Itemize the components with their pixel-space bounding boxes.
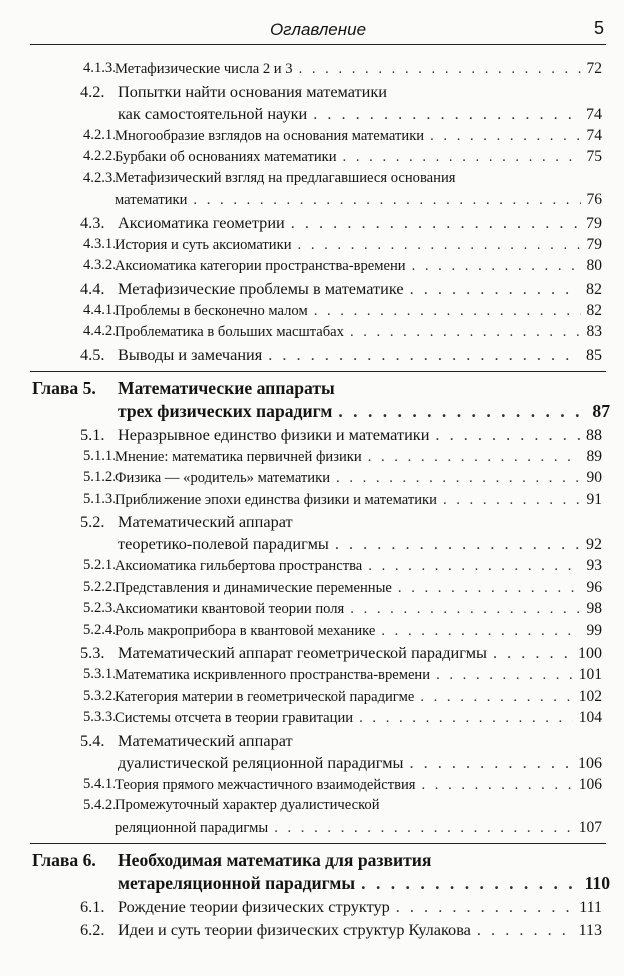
dot-leader <box>268 344 580 366</box>
toc-entry-title: Системы отсчета в теории гравитации <box>115 710 354 726</box>
toc-entry-title: Математический аппарат <box>118 512 293 531</box>
toc-entry-number: 5.3.3. <box>83 709 116 725</box>
toc-page-number: 75 <box>586 148 602 165</box>
dot-leader <box>350 599 580 621</box>
toc-page-number: 107 <box>578 818 602 836</box>
toc-entry-number: 5.2. <box>80 512 105 531</box>
toc-page-number: 79 <box>586 235 602 253</box>
dot-leader <box>350 322 581 344</box>
toc-subsection[interactable] <box>83 664 602 687</box>
toc-subsection[interactable] <box>83 168 602 212</box>
page-number: 5 <box>593 18 604 38</box>
toc-entry-number: 5.4.2. <box>83 797 116 813</box>
chapter-separator <box>30 371 606 372</box>
toc-section[interactable] <box>80 511 602 556</box>
toc-entry-title: Математический аппарат <box>118 730 293 750</box>
toc-page-number: 91 <box>586 490 602 508</box>
toc-entry-title: реляционной парадигмы <box>115 819 269 836</box>
toc-page-number: 89 <box>586 447 602 465</box>
toc-entry-title: Аксиоматики квантовой теории поля <box>115 601 345 617</box>
toc-entry-number: 4.2.3. <box>83 169 116 186</box>
toc-subsection[interactable] <box>83 774 602 797</box>
dot-leader <box>298 235 581 257</box>
dot-leader <box>299 59 581 81</box>
toc-section[interactable] <box>80 919 602 942</box>
toc-entry-number: 5.4.1. <box>83 775 116 792</box>
toc-subsection[interactable] <box>83 300 602 323</box>
toc-entry-number: Глава 5. <box>32 377 96 398</box>
toc-entry-title: История и суть аксиоматики <box>115 236 292 253</box>
toc-entry-title: Бурбаки об основаниях математики <box>115 149 337 165</box>
dot-leader <box>398 578 581 600</box>
toc-entry-number: 5.2.4. <box>83 621 116 638</box>
toc-page-number: 82 <box>586 280 602 298</box>
dot-leader <box>410 278 580 300</box>
dot-leader <box>361 872 578 895</box>
toc-entry-title: Необходимая математика для развития <box>118 850 432 870</box>
dot-leader <box>291 212 580 234</box>
toc-page-number: 72 <box>586 60 602 77</box>
toc-entry-title: Аксиоматика гильбертова пространства <box>115 558 363 574</box>
dot-leader <box>193 190 580 212</box>
toc-entry-number: 4.1.3. <box>83 60 116 76</box>
toc-entry-number: 5.1.1. <box>83 447 116 464</box>
toc-entry-number: 5.2.3. <box>83 600 116 616</box>
toc-entry-title: Проблемы в бесконечно малом <box>115 302 308 319</box>
toc-entry-title: Метафизические проблемы в математике <box>118 278 404 298</box>
dot-leader <box>359 708 573 730</box>
toc-entry-number: 5.3.1. <box>83 666 116 682</box>
toc-entry-title: Физика — «родитель» математики <box>115 470 331 486</box>
toc-chapter[interactable] <box>32 849 610 895</box>
toc-page-number: 110 <box>584 873 610 893</box>
toc-entry-title: Аксиоматика категории пространства-времени <box>115 258 406 274</box>
toc-page-number: 79 <box>586 214 602 232</box>
toc-subsection[interactable] <box>83 686 602 709</box>
toc-entry-number: 4.4. <box>80 278 105 298</box>
toc-page-number: 87 <box>592 400 610 421</box>
toc-page-number: 101 <box>578 666 602 683</box>
toc-page-number: 102 <box>578 687 602 705</box>
toc-entry-title: Теория прямого межчастичного взаимодействия <box>115 776 416 793</box>
toc-entry-title: Математические аппараты <box>118 377 335 398</box>
toc-subsection[interactable] <box>83 125 602 148</box>
toc-entry-title: Аксиоматика геометрии <box>118 212 285 232</box>
toc-subsection[interactable] <box>83 577 602 600</box>
toc-subsection[interactable] <box>83 146 602 169</box>
toc-entry-number: 5.2.2. <box>83 578 116 595</box>
toc-page-number: 85 <box>586 346 602 364</box>
toc-entry-title: Неразрывное единство физики и математики <box>118 424 430 444</box>
toc-entry-title: Категория материи в геометрической парадигме <box>115 688 415 705</box>
toc-entry-number: Глава 6. <box>32 850 96 870</box>
dot-leader <box>343 147 581 169</box>
toc-entry-title: дуалистической реляционной парадигмы <box>118 752 404 772</box>
toc-subsection[interactable] <box>83 321 602 344</box>
toc-section[interactable] <box>80 642 602 665</box>
toc-subsection[interactable] <box>83 58 602 81</box>
toc-entry-number: 5.4. <box>80 730 105 750</box>
dot-leader <box>430 126 580 148</box>
dot-leader <box>493 642 572 664</box>
dot-leader <box>420 687 572 709</box>
toc-entry-title: Метафизический взгляд на предлагавшиеся основания <box>115 169 456 186</box>
toc-section[interactable] <box>80 424 602 447</box>
toc-subsection[interactable] <box>83 467 602 490</box>
toc-entry-title: Рождение теории физических структур <box>118 897 390 916</box>
toc-page-number: 74 <box>586 126 602 144</box>
toc-page-number: 98 <box>586 600 602 617</box>
toc-subsection[interactable] <box>83 489 602 512</box>
toc-entry-title: Попытки найти основания математики <box>118 81 388 101</box>
toc-entry-title: Математический аппарат геометрической парадигмы <box>118 643 487 662</box>
toc-entry-number: 4.2.1. <box>83 126 116 143</box>
toc-entry-number: 5.1.3. <box>83 490 116 507</box>
toc-entry-number: 5.2.1. <box>83 557 116 573</box>
dot-leader <box>274 818 573 840</box>
toc-entry-number: 5.3. <box>80 643 105 662</box>
toc-entry-title: Проблематика в больших масштабах <box>115 324 344 340</box>
toc-page-number: 96 <box>586 578 602 596</box>
toc-page-number: 92 <box>586 536 602 553</box>
toc-page-number: 106 <box>578 775 602 793</box>
toc-entry-number: 4.4.2. <box>83 323 116 339</box>
dot-leader <box>313 103 580 125</box>
toc-entry-title: трех физических парадигм <box>118 400 333 421</box>
toc-entry-title: Промежуточный характер дуалистической <box>115 797 380 813</box>
toc-entry-title: Приближение эпохи единства физики и математики <box>115 491 437 508</box>
toc-subsection[interactable] <box>83 255 602 278</box>
toc-entry-number: 4.4.1. <box>83 301 116 318</box>
dot-leader <box>409 752 572 774</box>
toc-page-number: 106 <box>578 754 602 772</box>
toc-entry-title: математики <box>115 192 188 208</box>
toc-entry-number: 5.1.2. <box>83 469 116 485</box>
toc-page-number: 93 <box>586 557 602 574</box>
toc-entry-number: 5.1. <box>80 424 105 444</box>
toc-entry-number: 4.2. <box>80 81 105 101</box>
toc-entry-title: Многообразие взглядов на основания математики <box>115 127 425 144</box>
toc-page-number: 82 <box>586 301 602 319</box>
toc-page-number: 100 <box>578 645 602 662</box>
toc-entry-title: Представления и динамические переменные <box>115 579 392 596</box>
toc-page-number: 74 <box>586 105 602 123</box>
toc-entry-title: Мнение: математика первичней физики <box>115 448 362 465</box>
toc-subsection[interactable] <box>83 598 602 621</box>
toc-entry-number: 5.3.2. <box>83 687 116 704</box>
toc-section[interactable] <box>80 896 602 919</box>
toc-entry-title: метареляционной парадигмы <box>118 873 356 893</box>
toc-entry-number: 4.3.1. <box>83 235 116 252</box>
toc-entry-number: 6.2. <box>80 920 105 939</box>
toc-page-number: 76 <box>586 191 602 208</box>
dot-leader <box>336 468 580 490</box>
dot-leader <box>381 621 580 643</box>
toc-subsection[interactable] <box>83 555 602 578</box>
toc-page-number: 111 <box>579 899 602 916</box>
toc-section[interactable] <box>80 344 602 367</box>
toc-page-number: 99 <box>586 621 602 639</box>
toc-entry-number: 6.1. <box>80 897 105 916</box>
toc-entry-number: 4.5. <box>80 344 105 364</box>
toc-entry-title: Роль макроприбора в квантовой механике <box>115 622 376 639</box>
toc-entry-title: Математика искривленного пространства-времени <box>115 667 431 683</box>
dot-leader <box>396 896 573 918</box>
toc-page-number: 88 <box>586 426 602 444</box>
running-header <box>30 14 606 45</box>
toc-page-number: 104 <box>578 709 602 726</box>
toc-entry-title: теоретико-полевой парадигмы <box>118 534 329 553</box>
toc-page-number: 80 <box>586 257 602 274</box>
toc-section[interactable] <box>80 730 602 775</box>
chapter-separator <box>30 843 606 844</box>
toc-page-number: 90 <box>586 469 602 486</box>
toc-entry-title: как самостоятельной науки <box>118 103 308 123</box>
toc-section[interactable] <box>80 212 602 235</box>
dot-leader <box>436 665 573 687</box>
dot-leader <box>368 447 581 469</box>
dot-leader <box>314 301 581 323</box>
toc-entry-number: 4.2.2. <box>83 148 116 164</box>
toc-subsection[interactable] <box>83 707 602 730</box>
toc-entry-title: Идеи и суть теории физических структур Кулакова <box>118 920 471 939</box>
toc-entry-title: Выводы и замечания <box>118 344 263 364</box>
toc-entry-number: 4.3. <box>80 212 105 232</box>
toc-page-number: 113 <box>578 922 602 939</box>
dot-leader <box>477 919 573 941</box>
toc-section[interactable] <box>80 81 602 126</box>
dot-leader <box>412 256 581 278</box>
dot-leader <box>443 490 581 512</box>
toc-subsection[interactable] <box>83 446 602 469</box>
dot-leader <box>421 775 572 797</box>
toc-section[interactable] <box>80 278 602 301</box>
toc-entry-title: Метафизические числа 2 и 3 <box>115 61 293 77</box>
toc-subsection[interactable] <box>83 620 602 643</box>
toc-subsection[interactable] <box>83 234 602 257</box>
toc-page-number: 83 <box>586 323 602 340</box>
dot-leader <box>338 400 586 423</box>
dot-leader <box>435 424 580 446</box>
toc-subsection[interactable] <box>83 795 602 839</box>
toc-chapter[interactable] <box>32 377 610 423</box>
running-header-title: Оглавление <box>269 20 367 39</box>
dot-leader <box>368 556 580 578</box>
toc-entry-number: 4.3.2. <box>83 257 116 273</box>
dot-leader <box>335 533 580 555</box>
